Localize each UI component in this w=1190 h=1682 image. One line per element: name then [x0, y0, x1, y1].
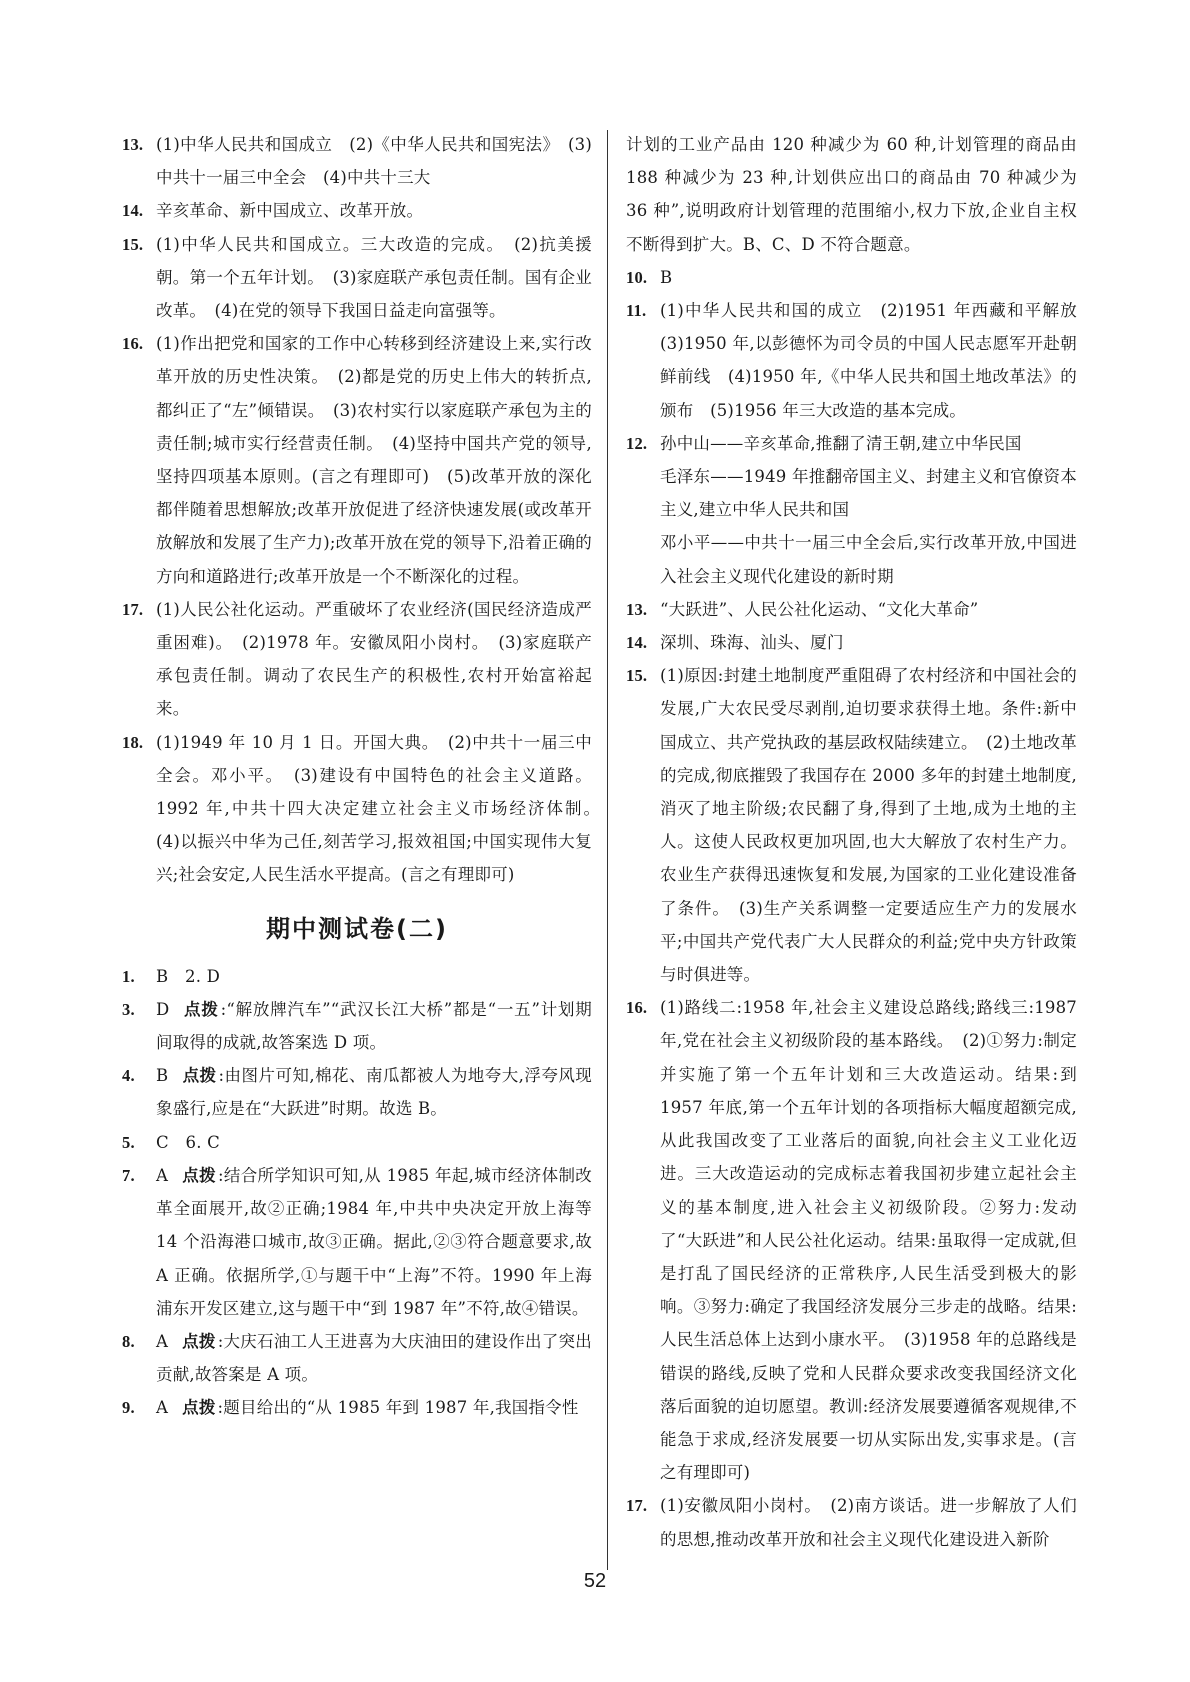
answer-text: (1)人民公社化运动。严重破坏了农业经济(国民经济造成严重困难)。 (2)1978 年。安徽凤阳小岗村。 (3)家庭联产承包责任制。调动了农民生产的积极性,农村开始富裕起来。 — [156, 599, 592, 719]
question-number: 3. — [122, 999, 135, 1019]
question-number: 18. — [122, 732, 144, 752]
question-number: 15. — [626, 666, 648, 686]
answer-text: (1)中华人民共和国的成立 (2)1951 年西藏和平解放 (3)1950 年,以彭德怀为司令员的中国人民志愿军开赴朝鲜前线 (4)1950 年,《中华人民共和国土地改革法》的颁布 (5)1956 年三大改造的基本完成。 — [660, 301, 1094, 420]
answer-text: (1)作出把党和国家的工作中心转移到经济建设上来,实行改革开放的历史性决策。 (2)都是党的历史上伟大的转折点,都纠正了“左”倾错误。 (3)农村实行以家庭联产承包为主的责任制;城市实行经营责任制。 (4)坚持中国共产党的领导,坚持四项基本原则。(言之有理即可) (5)改革开放的深化都伴随着思想解放;改革开放促进了经济快速发展(或改革开放解放和发展了生产力);改革开放在党的领导下,沿着正确的方向和道路进行;改革开放是一个不断深化的过程。 — [156, 334, 592, 586]
answer-text: A — [156, 1398, 169, 1418]
answer-item — [122, 1159, 598, 1325]
hint-text: :“解放牌汽车”“武汉长江大桥”都是“一五”计划期间取得的成就,故答案选 D 项。 — [156, 999, 592, 1053]
answer-text: (1)中华人民共和国成立 (2)《中华人民共和国宪法》 (3)中共十一届三中全会 (4)中共十三大 — [156, 135, 592, 188]
question-number: 13. — [122, 135, 144, 154]
hint-text: :由图片可知,棉花、南瓜都被人为地夸大,浮夸风现象盛行,应是在“大跃进”时期。故选 B。 — [156, 1066, 592, 1119]
answer-text: (1)原因:封建土地制度严重阻碍了农村经济和中国社会的发展,广大农民受尽剥削,迫切要求获得土地。条件:新中国成立、共产党执政的基层政权陆续建立。 (2)土地改革的完成,彻底摧毁了我国存在 2000 多年的封建土地制度,消灭了地主阶级;农民翻了身,得到了土地,成为土地的主人。这使人民政权更加巩固,也大大解放了农村生产力。农业生产获得迅速恢复和发展,为国家的工业化建设准备了条件。 (3)生产关系调整一定要适应生产力的发展水平;中国共产党代表广大人民群众的利益;党中央方针政策与时俱进等。 — [660, 666, 1077, 985]
hint-label: 点拨 — [182, 1165, 216, 1185]
question-number: 11. — [626, 301, 647, 321]
hint-label: 点拨 — [182, 1398, 216, 1418]
answer-item — [122, 1059, 592, 1125]
answer-text: “大跃进”、人民公社化运动、“文化大革命” — [660, 599, 979, 619]
answer-text: (1)安徽凤阳小岗村。 (2)南方谈话。进一步解放了人们的思想,推动改革开放和社会主义现代化建设进入新阶 — [660, 1496, 1077, 1549]
question-number: 5. — [122, 1132, 135, 1152]
answer-text: (1)中华人民共和国成立。三大改造的完成。 (2)抗美援朝。第一个五年计划。 (3)家庭联产承包责任制。国有企业改革。 (4)在党的领导下我国日益走向富强等。 — [156, 234, 592, 321]
answer-item — [626, 991, 1083, 1489]
answer-text: B — [660, 267, 673, 287]
answer-text: (1)1949 年 10 月 1 日。开国大典。 (2)中共十一届三中全会。邓小平。 (3)建设有中国特色的社会主义道路。1992 年,中共十四大决定建立社会主义市场经济体制。 (4)以振兴中华为己任,刻苦学习,报效祖国;中国实现伟大复兴;社会安定,人民生活水平提高。(言之有理即可) — [156, 732, 609, 885]
question-number: 1. — [122, 966, 135, 986]
question-number: 8. — [122, 1331, 135, 1351]
answer-item — [122, 993, 592, 1059]
answer-item — [122, 228, 592, 328]
question-number: 10. — [626, 267, 648, 287]
answer-item — [122, 128, 592, 194]
answer-item — [122, 960, 592, 993]
answer-text: A — [156, 1165, 169, 1185]
page-number: 52 — [583, 1570, 607, 1592]
answer-text: C 6. C — [156, 1132, 220, 1152]
answer-text: 深圳、珠海、汕头、厦门 — [660, 633, 844, 653]
answer-item — [122, 1391, 592, 1424]
answer-item — [122, 726, 609, 892]
question-number: 16. — [626, 998, 648, 1018]
question-number: 15. — [122, 234, 144, 254]
question-number: 14. — [626, 633, 648, 653]
left-items-after — [122, 960, 598, 1425]
question-number: 17. — [626, 1496, 648, 1516]
answer-item — [626, 261, 1077, 294]
right-column — [626, 128, 1094, 1556]
answer-item — [626, 659, 1077, 991]
question-number: 9. — [122, 1398, 135, 1418]
continued-answer-text: 计划的工业产品由 120 种减少为 60 种,计划管理的商品由 188 种减少为 23 种,计划供应出口的商品由 70 种减少为 36 种”,说明政府计划管理的范围缩小,权力下放,企业自主权不断得到扩大。B、C、D 不符合题意。 — [626, 135, 1077, 254]
answer-text: (1)路线二:1958 年,社会主义建设总路线;路线三:1987 年,党在社会主义初级阶段的基本路线。 (2)①努力:制定并实施了第一个五年计划和三大改造运动。结果:到 1957 年底,第一个五年计划的各项指标大幅度超额完成,从此我国改变了工业落后的面貌,向社会主义工业化迈进。三大改造运动的完成标志着我国初步建立起社会主义的基本制度,进入社会主义初级阶段。②努力:发动了“大跃进”和人民公社化运动。结果:虽取得一定成就,但是打乱了国民经济的正常秩序,人民生活受到极大的影响。③努力:确定了我国经济发展分三步走的战略。结果:人民生活总体上达到小康水平。 (3)1958 年的总路线是错误的路线,反映了党和人民群众要求改变我国经济文化落后面貌的迫切愿望。教训:经济发展要遵循客观规律,不能急于求成,经济发展要一切从实际出发,实事求是。(言之有理即可) — [660, 998, 1083, 1483]
hint-text: :大庆石油工人王进喜为大庆油田的建设作出了突出贡献,故答案是 A 项。 — [156, 1331, 592, 1385]
answer-item — [122, 1126, 592, 1159]
hint-text: :结合所学知识可知,从 1985 年起,城市经济体制改革全面展开,故②正确;1984 年,中共中央决定开放上海等 14 个沿海港口城市,故③正确。据此,②③符合题意要求,故 A 正确。依据所学,①与题干中“上海”不符。1990 年上海浦东开发区建立,这与题干中“到 1987 年”不符,故④错误。 — [156, 1165, 598, 1318]
hint-label: 点拨 — [182, 1066, 217, 1086]
answer-item — [122, 593, 592, 726]
answer-text: B — [156, 1066, 169, 1086]
column-divider — [607, 130, 608, 1570]
right-items — [626, 261, 1094, 1556]
answer-item — [626, 1489, 1077, 1555]
answer-text: D — [156, 999, 170, 1019]
question-number: 4. — [122, 1066, 135, 1086]
answer-text: B 2. D — [156, 966, 221, 986]
answer-text: 孙中山——辛亥革命,推翻了清王朝,建立中华民国 毛泽东——1949 年推翻帝国主义、封建主义和官僚资本主义,建立中华人民共和国 邓小平——中共十一届三中全会后,实行改革开放,中国进入社会主义现代化建设的新时期 — [660, 433, 1077, 586]
question-number: 17. — [122, 599, 144, 619]
answer-item — [626, 294, 1094, 427]
question-number: 13. — [626, 599, 648, 619]
question-number: 16. — [122, 334, 144, 354]
hint-text: :题目给出的“从 1985 年到 1987 年,我国指令性 — [217, 1398, 579, 1418]
left-items-before — [122, 128, 609, 892]
section-title: 期中测试卷(二) — [266, 914, 448, 943]
hint-label: 点拨 — [183, 999, 219, 1019]
answer-item — [122, 1325, 592, 1391]
question-number: 12. — [626, 433, 648, 453]
question-number: 14. — [122, 201, 144, 221]
answer-item — [626, 593, 1077, 626]
answer-item — [122, 327, 592, 593]
answer-item — [122, 194, 592, 227]
answer-text: A — [156, 1331, 169, 1351]
question-number: 7. — [122, 1165, 135, 1185]
hint-label: 点拨 — [182, 1331, 216, 1351]
answer-item — [626, 427, 1077, 593]
left-column — [122, 128, 609, 1425]
answer-text: 辛亥革命、新中国成立、改革开放。 — [156, 201, 424, 221]
answer-item — [626, 626, 1077, 659]
